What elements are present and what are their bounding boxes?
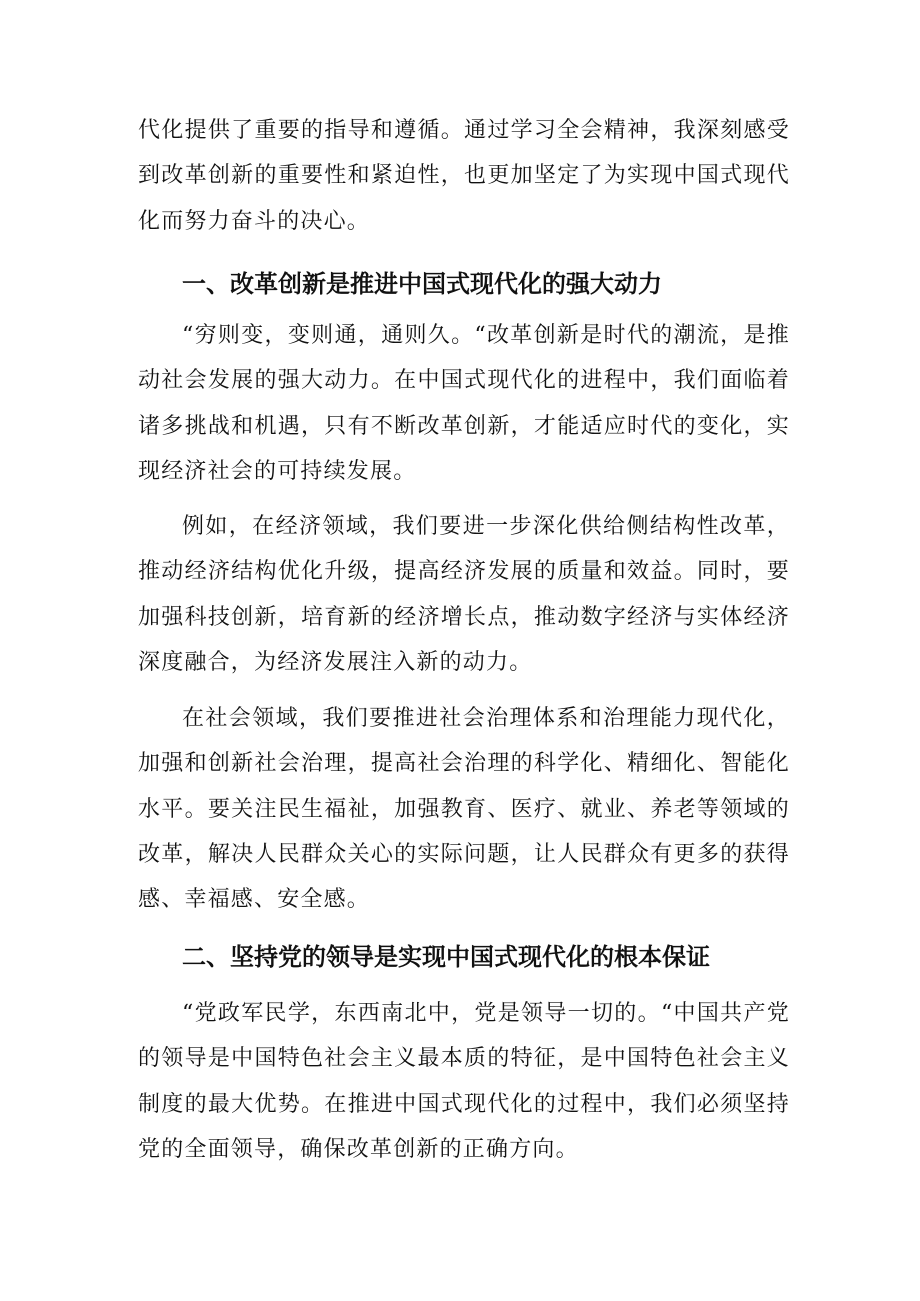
- paragraph-reform-innovation: “穷则变，变则通，通则久。“改革创新是时代的潮流，是推动社会发展的强大动力。在中国式现代化的进程中，我们面临着诸多挑战和机遇，只有不断改革创新，才能适应时代的变化，实现经济社会的可持续发展。: [138, 323, 790, 484]
- section-heading-2: 二、坚持党的领导是实现中国式现代化的根本保证: [182, 943, 710, 971]
- paragraph-intro-continuation: 代化提供了重要的指导和遵循。通过学习全会精神，我深刻感受到改革创新的重要性和紧迫性，也更加坚定了为实现中国式现代化而努力奋斗的决心。: [138, 118, 790, 234]
- section-heading-1: 一、改革创新是推进中国式现代化的强大动力: [182, 270, 662, 298]
- paragraph-economic-field: 例如，在经济领域，我们要进一步深化供给侧结构性改革，推动经济结构优化升级，提高经济发展的质量和效益。同时，要加强科技创新，培育新的经济增长点，推动数字经济与实体经济深度融合，为经济发展注入新的动力。: [138, 514, 790, 675]
- paragraph-party-leadership: “党政军民学，东西南北中，党是领导一切的。“中国共产党的领导是中国特色社会主义最本质的特征，是中国特色社会主义制度的最大优势。在推进中国式现代化的过程中，我们必须坚持党的全面领导，确保改革创新的正确方向。: [138, 1001, 790, 1162]
- paragraph-social-field: 在社会领域，我们要推进社会治理体系和治理能力现代化，加强和创新社会治理，提高社会治理的科学化、精细化、智能化水平。要关注民生福祉，加强教育、医疗、就业、养老等领域的改革，解决人民群众关心的实际问题，让人民群众有更多的获得感、幸福感、安全感。: [138, 706, 790, 913]
